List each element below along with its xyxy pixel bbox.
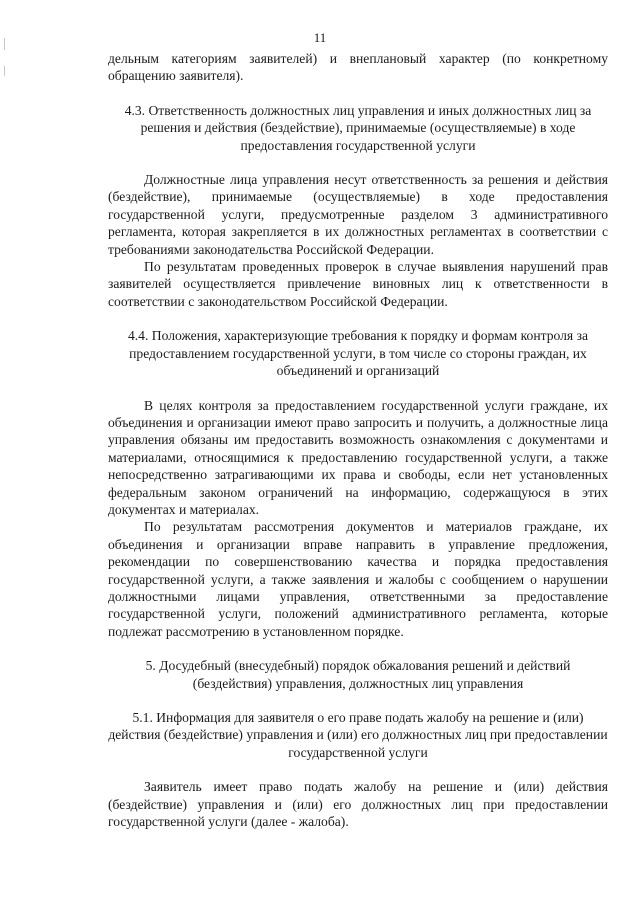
document-body <box>108 50 608 830</box>
paragraph-continuation: дельным категориям заявителей) и внеплановый характер (по конкретному обращению заявителя). <box>108 51 608 84</box>
section-heading-5: 5. Досудебный (внесудебный) порядок обжалования решений и действий (бездействия) управления, должностных лиц управления <box>145 658 571 691</box>
paragraph: По результатам проведенных проверок в случае выявления нарушений прав заявителей осуществляется привлечение виновных лиц к ответственности в соответствии с законодательством Российской Федерации. <box>108 259 608 309</box>
section-heading-4-3: 4.3. Ответственность должностных лиц управления и иных должностных лиц за решения и действия (бездействие), принимаемые (осуществляемые) в ходе предоставления государственной услуги <box>124 102 592 153</box>
page-number: 11 <box>313 30 327 45</box>
paragraph: Заявитель имеет право подать жалобу на решение и (или) действия (бездействие) управления и (или) его должностных лиц при предоставлении государственной услуги (далее - жалоба). <box>108 779 608 830</box>
section-heading-5-1: 5.1. Информация для заявителя о его праве подать жалобу на решение и (или) действия (бездействие) управления и (или) его должностных лиц при предоставлении государственной услуги <box>108 710 608 760</box>
section-heading-4-4: 4.4. Положения, характеризующие требования к порядку и формам контроля за предоставлением государственной услуги, в том числе со стороны граждан, их объединений и организаций <box>127 328 588 379</box>
paragraph: Должностные лица управления несут ответственность за решения и действия (бездействие), принимаемые (осуществляемые) в ходе предоставления государственной услуги, предусмотренные разделом 3 административного регламента, которая закрепляется в их должностных регламентах в соответствии с требованиями законодательства Российской Федерации. <box>108 172 608 257</box>
scan-margin-mark <box>4 66 5 76</box>
paragraph: В целях контроля за предоставлением государственной услуги граждане, их объединения и организации имеют право запросить и получить, а должностные лица управления обязаны им предоставить возможность ознакомления с документами и материалами, относящимися к предоставлению государственной услуги, а также непосредственно затрагивающими их права и свободы, если нет установленных федеральным законом ограничений на информацию, содержащуюся в этих документах и материалах. <box>108 397 608 517</box>
paragraph: По результатам рассмотрения документов и материалов граждане, их объединения и организации вправе направить в управление предложения, рекомендации по совершенствованию качества и порядка предоставления государственной услуги, а также заявления и жалобы с сообщением о нарушении должностными лицами управления, ответственными за предоставление государственной услуги, положений административного регламента, которые подлежат рассмотрению в установленном порядке. <box>108 519 608 639</box>
